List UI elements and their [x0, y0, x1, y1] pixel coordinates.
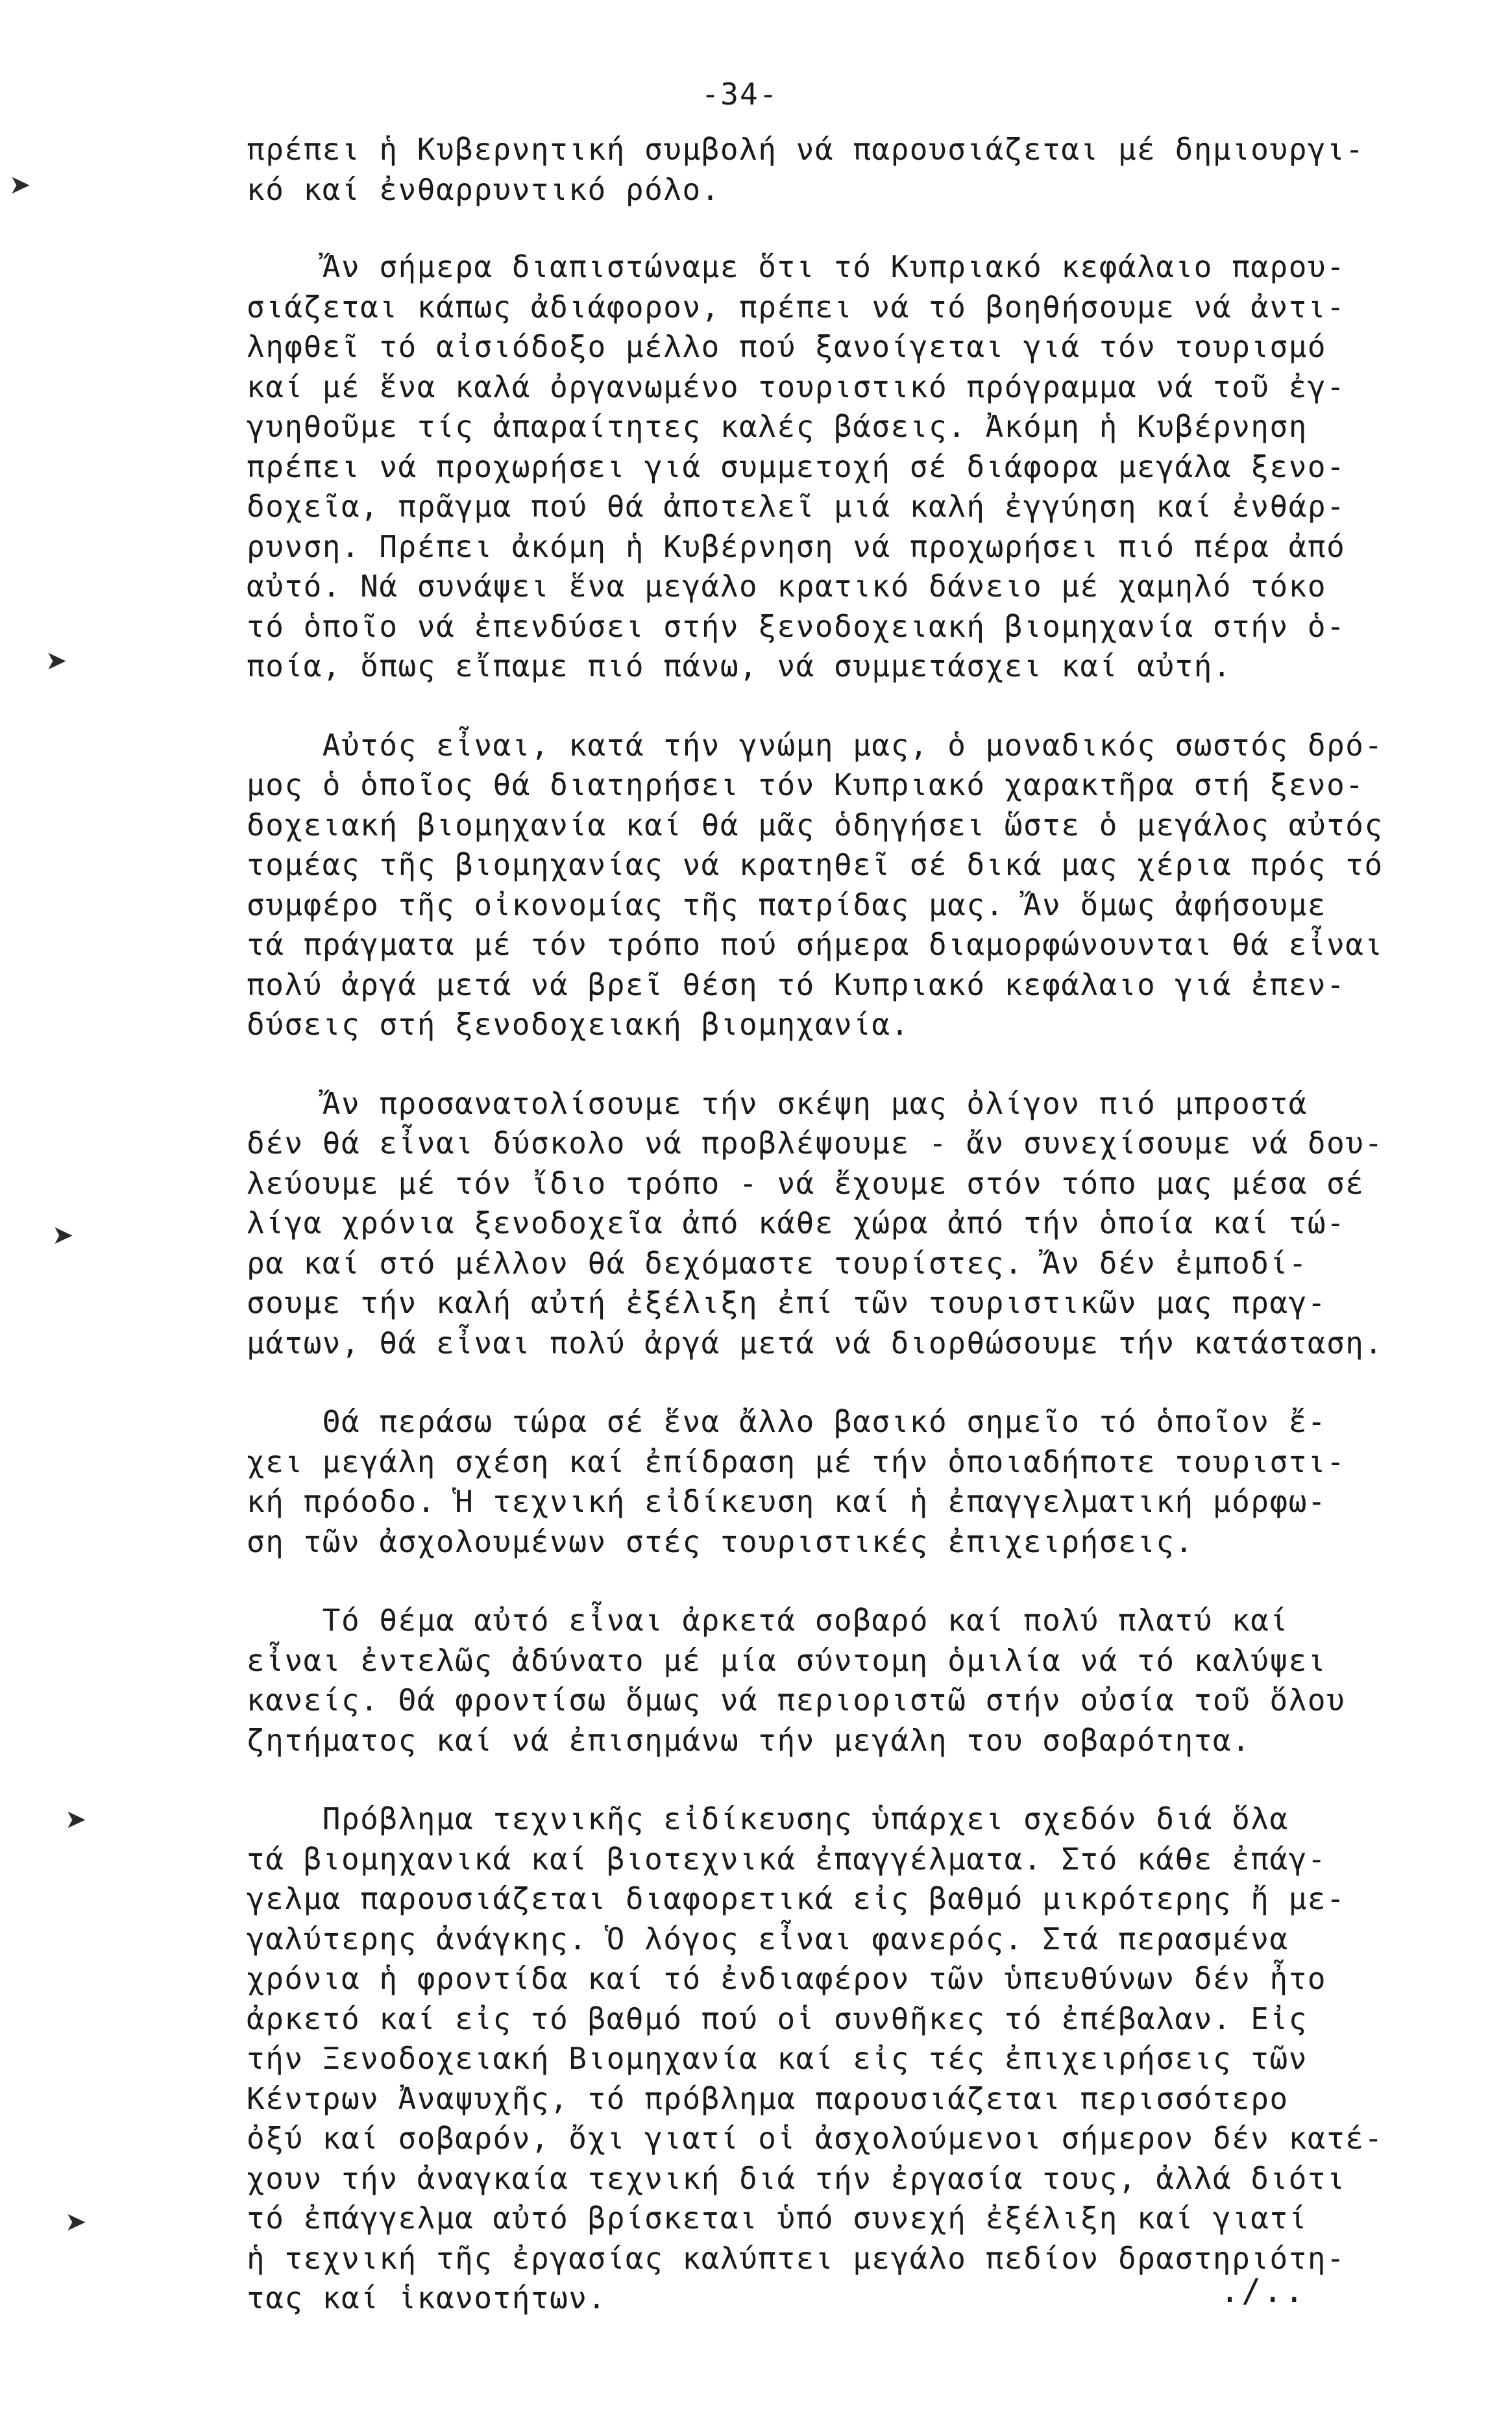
- margin-arrow-icon: ➤: [52, 1220, 74, 1250]
- text-line: ληφθεῖ τό αἰσιόδοξο μέλλο πού ξανοίγεται γιά τόν τουρισμό: [247, 329, 1327, 364]
- text-line: αὐτό. Νά συνάψει ἕνα μεγάλο κρατικό δάνειο μέ χαμηλό τόκο: [247, 569, 1327, 604]
- text-line: γυηθοῦμε τίς ἀπαραίτητες καλές βάσεις. Ἀκόμη ἡ Κυβέρνηση: [247, 409, 1308, 444]
- text-line: Θά περάσω τώρα σέ ἕνα ἄλλο βασικό σημεῖο τό ὁποῖον ἔ-: [247, 1404, 1327, 1439]
- text-line: ζητήματος καί νά ἐπισημάνω τήν μεγάλη του σοβαρότητα.: [247, 1722, 1251, 1758]
- text-line: γαλύτερης ἀνάγκης. Ὁ λόγος εἶναι φανερός. Στά περασμένα: [247, 1921, 1289, 1956]
- continuation-mark: ./..: [1220, 2272, 1306, 2310]
- text-line: τά πράγματα μέ τόν τρόπο πού σήμερα διαμορφώνουνται θά εἶναι: [247, 927, 1384, 962]
- text-line: τας καί ἱκανοτήτων.: [247, 2280, 607, 2315]
- margin-arrow-icon: ➤: [65, 1805, 87, 1834]
- paragraph: [247, 1601, 1467, 1760]
- text-line: χρόνια ἡ φροντίδα καί τό ἐνδιαφέρον τῶν ὑπευθύνων δέν ἦτο: [247, 1961, 1327, 1996]
- text-line: λίγα χρόνια ξενοδοχεῖα ἀπό κάθε χώρα ἀπό τήν ὁποία καί τώ-: [247, 1205, 1346, 1240]
- paragraph: [247, 726, 1467, 1045]
- text-line: τό ὁποῖο νά ἐπενδύσει στήν ξενοδοχειακή βιομηχανία στήν ὁ-: [247, 608, 1346, 644]
- text-line: ἀρκετό καί εἰς τό βαθμό πού οἱ συνθῆκες τό ἐπέβαλαν. Εἰς: [247, 2001, 1308, 2036]
- text-line: καί μέ ἕνα καλά ὀργανωμένο τουριστικό πρόγραμμα νά τοῦ ἐγ-: [247, 369, 1346, 404]
- paragraph: [247, 1402, 1467, 1562]
- text-line: ὀξύ καί σοβαρόν, ὄχι γιατί οἱ ἀσχολούμενοι σήμερον δέν κατέ-: [247, 2121, 1384, 2156]
- paragraph: [247, 130, 1467, 210]
- text-line: πρέπει νά προχωρήσει γιά συμμετοχή σέ διάφορα μεγάλα ξενο-: [247, 449, 1346, 484]
- paragraph: [247, 1799, 1467, 2319]
- margin-arrow-icon: ➤: [65, 2207, 87, 2237]
- text-line: χει μεγάλη σχέση καί ἐπίδραση μέ τήν ὁποιαδήποτε τουριστι-: [247, 1444, 1346, 1479]
- margin-arrow-icon: ➤: [9, 170, 31, 200]
- margin-arrow-icon: ➤: [45, 646, 67, 676]
- text-line: σουμε τήν καλή αὐτή ἐξέλιξη ἐπί τῶν τουριστικῶν μας πραγ-: [247, 1285, 1327, 1320]
- text-line: Ἄν σήμερα διαπιστώναμε ὅτι τό Κυπριακό κεφάλαιο παρου-: [247, 249, 1346, 284]
- text-line: κανείς. Θά φροντίσω ὅμως νά περιοριστῶ στήν οὐσία τοῦ ὅλου: [247, 1683, 1346, 1718]
- text-line: δοχεῖα, πρᾶγμα πού θά ἀποτελεῖ μιά καλή ἐγγύηση καί ἐνθάρ-: [247, 489, 1346, 524]
- text-line: συμφέρο τῆς οἰκονομίας τῆς πατρίδας μας. Ἄν ὅμως ἀφήσουμε: [247, 887, 1327, 922]
- text-line: Τό θέμα αὐτό εἶναι ἀρκετά σοβαρό καί πολύ πλατύ καί: [247, 1603, 1289, 1638]
- text-line: ρυνση. Πρέπει ἀκόμη ἡ Κυβέρνηση νά προχωρήσει πιό πέρα ἀπό: [247, 528, 1346, 564]
- text-line: χουν τήν ἀναγκαία τεχνική διά τήν ἐργασία τους, ἀλλά διότι: [247, 2160, 1346, 2196]
- page-number: -34-: [701, 77, 779, 112]
- text-line: τομέας τῆς βιομηχανίας νά κρατηθεῖ σέ δικά μας χέρια πρός τό: [247, 847, 1384, 882]
- text-line: πολύ ἀργά μετά νά βρεῖ θέση τό Κυπριακό κεφάλαιο γιά ἐπεν-: [247, 967, 1346, 1002]
- text-line: μος ὁ ὁποῖος θά διατηρήσει τόν Κυπριακό χαρακτῆρα στή ξενο-: [247, 767, 1365, 802]
- text-line: γελμα παρουσιάζεται διαφορετικά εἰς βαθμό μικρότερης ἤ με-: [247, 1881, 1346, 1916]
- text-line: δύσεις στή ξενοδοχειακή βιομηχανία.: [247, 1007, 910, 1042]
- text-line: εἶναι ἐντελῶς ἀδύνατο μέ μία σύντομη ὁμιλία νά τό καλύψει: [247, 1642, 1327, 1678]
- text-line: τά βιομηχανικά καί βιοτεχνικά ἐπαγγέλματα. Στό κάθε ἐπάγ-: [247, 1841, 1327, 1877]
- paragraph: [247, 1084, 1467, 1364]
- text-line: Αὐτός εἶναι, κατά τήν γνώμη μας, ὁ μοναδικός σωστός δρό-: [247, 727, 1384, 763]
- document-body: [247, 130, 1467, 2358]
- text-line: ἡ τεχνική τῆς ἐργασίας καλύπτει μεγάλο πεδίον δραστηριότη-: [247, 2240, 1346, 2276]
- text-line: τήν Ξενοδοχειακή Βιομηχανία καί εἰς τές ἐπιχειρήσεις τῶν: [247, 2041, 1308, 2076]
- text-line: ρα καί στό μέλλον θά δεχόμαστε τουρίστες. Ἄν δέν ἐμποδί-: [247, 1245, 1308, 1281]
- text-line: ποία, ὅπως εἴπαμε πιό πάνω, νά συμμετάσχει καί αὐτή.: [247, 648, 1232, 684]
- paragraph: [247, 247, 1467, 687]
- text-line: δοχειακή βιομηχανία καί θά μᾶς ὁδηγήσει ὥστε ὁ μεγάλος αὐτός: [247, 807, 1384, 843]
- text-line: Κέντρων Ἀναψυχῆς, τό πρόβλημα παρουσιάζεται περισσότερο: [247, 2080, 1289, 2116]
- text-line: λεύουμε μέ τόν ἴδιο τρόπο - νά ἔχουμε στόν τόπο μας μέσα σέ: [247, 1165, 1365, 1201]
- text-line: Ἄν προσανατολίσουμε τήν σκέψη μας ὀλίγον πιό μπροστά: [247, 1085, 1308, 1121]
- text-line: τό ἐπάγγελμα αὐτό βρίσκεται ὑπό συνεχή ἐξέλιξη καί γιατί: [247, 2201, 1308, 2236]
- text-line: κή πρόοδο. Ἡ τεχνική εἰδίκευση καί ἡ ἐπαγγελματική μόρφω-: [247, 1484, 1327, 1519]
- text-line: ση τῶν ἀσχολουμένων στές τουριστικές ἐπιχειρήσεις.: [247, 1524, 1194, 1559]
- text-line: μάτων, θά εἶναι πολύ ἀργά μετά νά διορθώσουμε τήν κατάσταση.: [247, 1325, 1384, 1361]
- text-line: σιάζεται κάπως ἀδιάφορον, πρέπει νά τό βοηθήσουμε νά ἀντι-: [247, 289, 1346, 325]
- text-line: κό καί ἐνθαρρυντικό ρόλο.: [247, 171, 720, 207]
- text-line: Πρόβλημα τεχνικῆς εἰδίκευσης ὑπάρχει σχεδόν διά ὅλα: [247, 1801, 1289, 1836]
- text-line: δέν θά εἶναι δύσκολο νά προβλέψουμε - ἄν συνεχίσουμε νά δου-: [247, 1126, 1384, 1161]
- text-line: πρέπει ἡ Κυβερνητική συμβολή νά παρουσιάζεται μέ δημιουργι-: [247, 132, 1365, 167]
